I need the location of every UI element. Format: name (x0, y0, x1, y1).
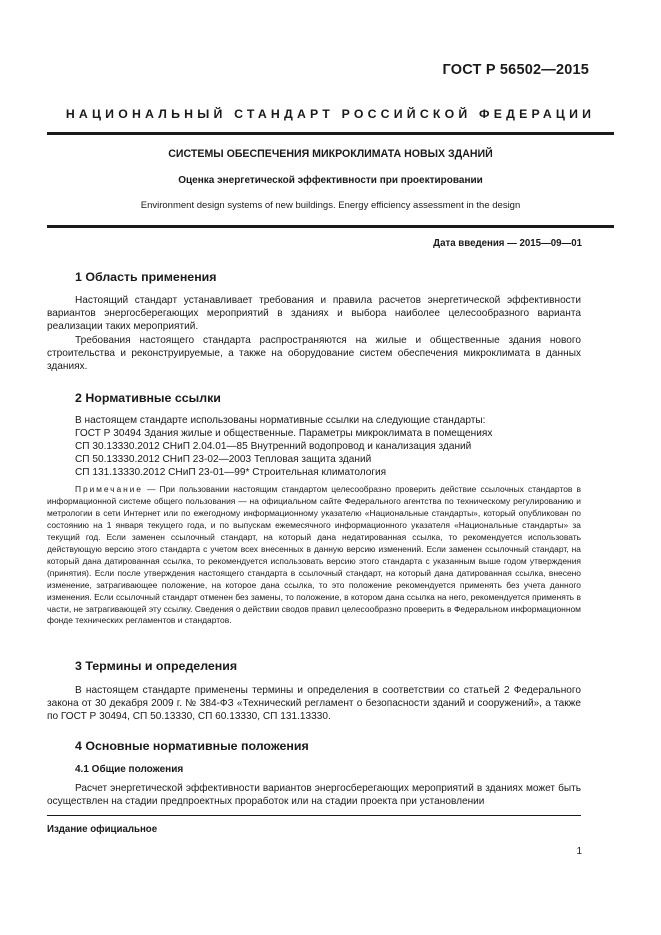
section-1-paragraph-1: Настоящий стандарт устанавливает требования и правила расчетов энергетической эффективности вариантов энергосберегающих мероприятий в зданиях и выбора наиболее целесообразного варианта реализации таких мероприятий. (47, 295, 581, 333)
reference-item: СП 131.13330.2012 СНиП 23-01—99* Строительная климатология (75, 467, 387, 478)
title-divider (47, 225, 614, 228)
document-title: СИСТЕМЫ ОБЕСПЕЧЕНИЯ МИКРОКЛИМАТА НОВЫХ ЗДАНИЙ (168, 148, 493, 160)
reference-item: ГОСТ Р 30494 Здания жилые и общественные. Параметры микроклимата в помещениях (75, 428, 493, 439)
section-4-heading: 4 Основные нормативные положения (75, 739, 309, 753)
note-text: — При пользовании настоящим стандартом целесообразно проверить действие ссылочных стандартов в информационной системе общего пользования — на официальном сайте Федерального агентства по техническому регулированию и метрологии в сети Интернет или по ежегодному информационному указателю «Национальные стандарты», который опубликован по состоянию на 1 января текущего года, и по выпускам ежемесячного информационного указателя «Национальные стандарты» за текущий год. Если заменен ссылочный стандарт, на который дана недатированная ссылка, то рекомендуется использовать действующую версию этого стандарта с учетом всех внесенных в данную версию изменений. Если заменен ссылочный стандарт, на который дана датированная ссылка, то рекомендуется использовать версию этого стандарта с указанным выше годом утверждения (принятия). Если после утверждения настоящего стандарта в ссылочный стандарт, на который дана датированная ссылка, внесено изменение, затрагивающее положение, на которое дана ссылка, то это положение рекомендуется применять без учета данного изменения. Если ссылочный стандарт отменен без замены, то положение, в котором дана ссылка на него, рекомендуется применять в части, не затрагивающей эту ссылку. Сведения о действии сводов правил целесообразно проверить в Федеральном информационном фонде технических регламентов и стандартов. (47, 484, 581, 626)
references-intro: В настоящем стандарте использованы нормативные ссылки на следующие стандарты: (75, 415, 486, 426)
subsection-4-1-heading: 4.1 Общие положения (75, 764, 184, 775)
note-paragraph (47, 484, 581, 627)
section-4-paragraph-1: Расчет энергетической эффективности вариантов энергосберегающих мероприятий в зданиях может быть осуществлен на стадии предпроектных проработок или на стадии проекта при установлении (47, 783, 581, 808)
national-standard-heading: НАЦИОНАЛЬНЫЙ СТАНДАРТ РОССИЙСКОЙ ФЕДЕРАЦИИ (65, 107, 596, 121)
footer-divider (47, 815, 581, 816)
introduction-date: Дата введения — 2015—09—01 (433, 238, 582, 249)
section-3-heading: 3 Термины и определения (75, 659, 238, 673)
standard-number: ГОСТ Р 56502—2015 (442, 62, 589, 78)
section-2-heading: 2 Нормативные ссылки (75, 391, 221, 405)
section-1-paragraph-2: Требования настоящего стандарта распространяются на жилые и общественные здания нового строительства и реконструируемые, а также на оборудование систем обеспечения микроклимата в данных зданиях. (47, 335, 581, 373)
note-label: Примечание (75, 484, 143, 494)
section-3-paragraph-1: В настоящем стандарте применены термины и определения в соответствии со статьей 2 Федерального закона от 30 декабря 2009 г. № 384-ФЗ «Технический регламент о безопасности зданий и сооружений», а также по ГОСТ Р 30494, СП 50.13330, СП 60.13330, СП 131.13330. (47, 685, 581, 723)
document-subtitle: Оценка энергетической эффективности при проектировании (178, 175, 483, 186)
english-title: Environment design systems of new buildings. Energy efficiency assessment in the design (140, 200, 521, 211)
official-edition-label: Издание официальное (47, 824, 158, 835)
top-divider (47, 132, 614, 135)
reference-item: СП 30.13330.2012 СНиП 2.04.01—85 Внутренний водопровод и канализация зданий (75, 441, 472, 452)
section-1-heading: 1 Область применения (75, 270, 217, 284)
page-number: 1 (576, 846, 582, 857)
reference-item: СП 50.13330.2012 СНиП 23-02—2003 Тепловая защита зданий (75, 454, 372, 465)
